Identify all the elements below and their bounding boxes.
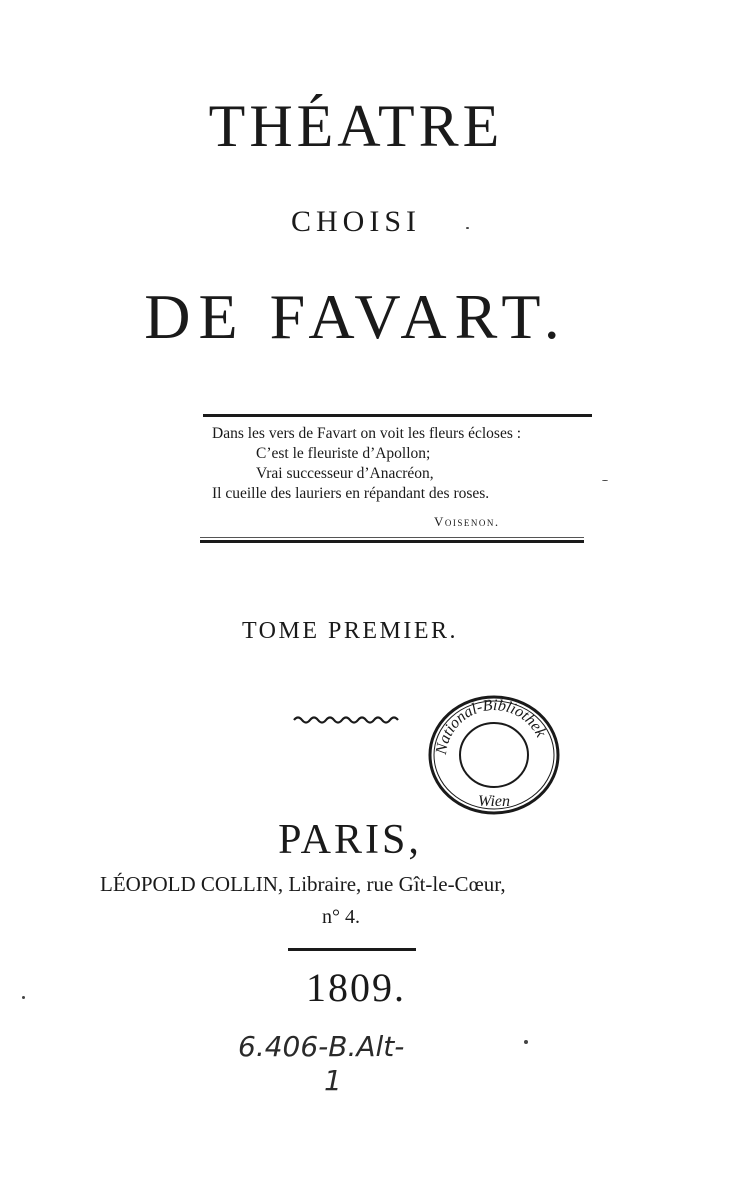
title-line-theatre: THÉATRE (208, 93, 504, 159)
ink-speck (466, 227, 469, 229)
epigraph-top-rule (203, 414, 592, 417)
shelfmark-line-2: 1 (324, 1064, 342, 1096)
publication-year: 1809. (306, 965, 406, 1010)
ornament-divider (292, 712, 402, 726)
epigraph-bottom-rule (200, 540, 584, 543)
ink-speck (22, 996, 25, 999)
imprint-rule (288, 948, 416, 951)
imprint-place: PARIS, (278, 817, 422, 863)
imprint-publisher: LÉOPOLD COLLIN, Libraire, rue Gît-le-Cœur, (100, 872, 506, 896)
epigraph-line: C’est le fleuriste d’Apollon; (256, 445, 431, 462)
title-line-de-favart: DE FAVART. (144, 281, 568, 352)
ink-speck (524, 1040, 528, 1044)
handwritten-shelfmark (232, 1024, 472, 1096)
library-stamp (424, 692, 564, 818)
imprint-address: n° 4. (322, 906, 360, 928)
ink-speck (602, 480, 608, 481)
epigraph-line: Il cueille des lauriers en répandant des roses. (212, 485, 490, 502)
stamp-text-bottom: Wien (478, 793, 510, 810)
title-line-choisi: CHOISI (290, 205, 421, 238)
shelfmark-line-1: 6.406-B.Alt- (238, 1030, 405, 1063)
volume-label: TOME PREMIER. (241, 618, 459, 644)
epigraph-line: Vrai successeur d’Anacréon, (256, 465, 434, 482)
stamp-text-top: National-Bibliothek (432, 696, 550, 756)
epigraph-attribution: Voisenon. (434, 514, 500, 529)
epigraph-line: Dans les vers de Favart on voit les fleurs écloses : (212, 425, 522, 442)
